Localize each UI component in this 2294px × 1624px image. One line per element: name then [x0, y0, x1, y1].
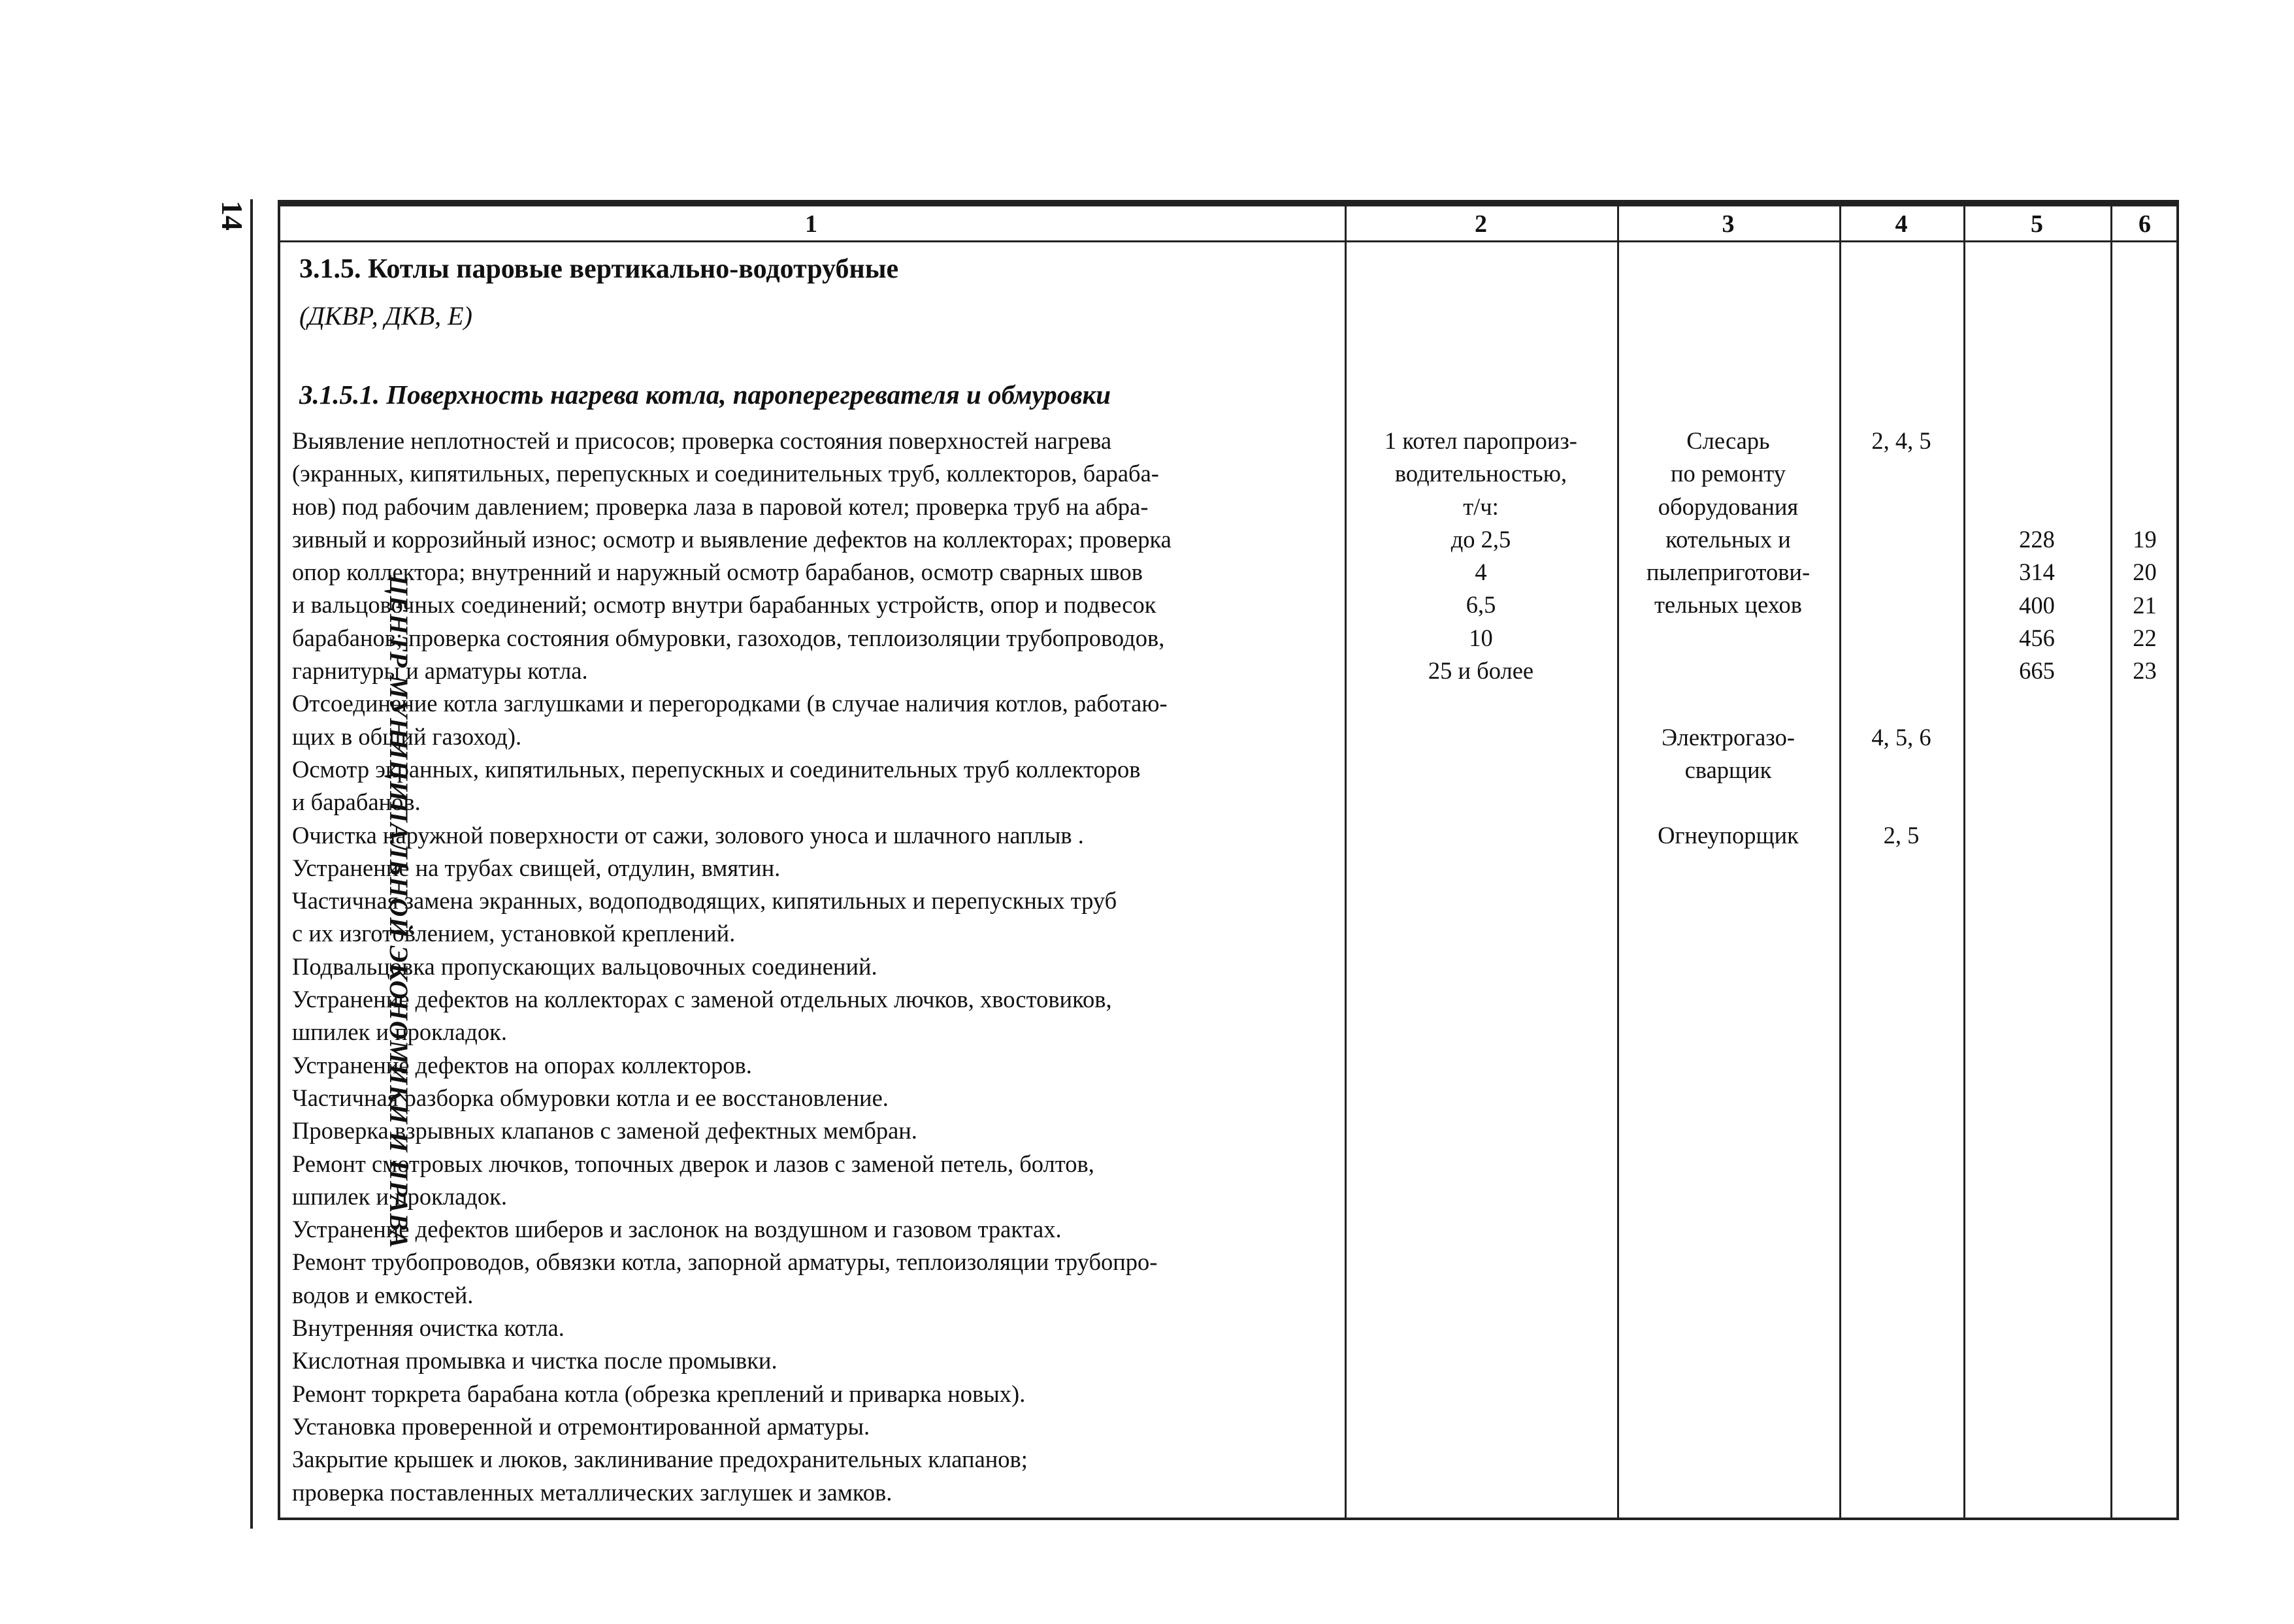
work-line: опор коллектора; внутренний и наружный осмотр барабанов, осмотр сварных швов — [292, 559, 1143, 586]
work-line: Частичная замена экранных, водоподводящих, кипятильных и перепускных труб — [292, 887, 1117, 915]
work-line: с их изготовлением, установкой креплений. — [292, 920, 736, 947]
capacity-line: водительностью, — [1394, 460, 1567, 487]
worker-line: сварщик — [1684, 756, 1772, 784]
worker-line: котельных и — [1665, 525, 1791, 553]
work-line: (экранных, кипятильных, перепускных и соединительных труб, коллекторов, бараба- — [292, 460, 1159, 487]
norm-value: 228 — [2019, 526, 2055, 553]
column-header-2: 2 — [1475, 210, 1487, 238]
grades-locksmith: 2, 4, 5 — [1871, 427, 1931, 454]
work-line: Ремонт трубопроводов, обвязки котла, запорной арматуры, теплоизоляции трубопро- — [292, 1248, 1158, 1276]
work-line: Отсоединение котла заглушками и перегородками (в случае наличия котлов, работаю- — [292, 690, 1168, 717]
worker-line: пылеприготови- — [1646, 559, 1811, 586]
col-divider-1 — [1345, 204, 1347, 1520]
column-header-4: 4 — [1895, 210, 1908, 238]
work-line: Установка проверенной и отремонтированной арматуры. — [292, 1412, 870, 1440]
norm-value: 21 — [2133, 591, 2157, 619]
work-line: Проверка взрывных клапанов с заменой дефектных мембран. — [292, 1117, 917, 1145]
work-line: Выявление неплотностей и присосов; проверка состояния поверхностей нагрева — [292, 427, 1112, 454]
worker-line: Электрогазо- — [1662, 724, 1795, 751]
work-line: гарнитуры и арматуры котла. — [292, 657, 588, 685]
page-number: 14 — [216, 201, 249, 231]
work-line: Осмотр экранных, кипятильных, перепускных и соединительных труб коллекторов — [292, 755, 1141, 783]
work-line: Очистка наружной поверхности от сажи, золового уноса и шлачного наплыв . — [292, 821, 1084, 849]
work-line: Ремонт торкрета барабана котла (обрезка креплений и приварка новых). — [292, 1380, 1026, 1407]
norm-value: 456 — [2019, 624, 2055, 651]
work-line: и вальцовочных соединений; осмотр внутри барабанных устройств, опор и подвесок — [292, 591, 1156, 619]
worker-refractory — [1617, 819, 1839, 852]
worker-line: по ремонту — [1671, 460, 1786, 487]
work-line: барабанов; проверка состояния обмуровки, газоходов, теплоизоляции трубопроводов, — [292, 624, 1165, 651]
norm-value: 314 — [2019, 559, 2055, 586]
grades-refractory: 2, 5 — [1883, 822, 1920, 849]
worker-welder — [1617, 721, 1839, 787]
work-line: Подвальцовка пропускающих вальцовочных соединений. — [292, 952, 877, 980]
work-line: и барабанов. — [292, 788, 421, 816]
work-line: Закрытие крышек и люков, заклинивание предохранительных клапанов; — [292, 1446, 1028, 1473]
worker-line: Огнеупорщик — [1658, 822, 1799, 849]
work-line: проверка поставленных металлических заглушек и замков. — [292, 1478, 893, 1506]
capacity-line: 10 — [1469, 624, 1493, 651]
worker-line: Слесарь — [1686, 427, 1770, 454]
norm-value: 20 — [2133, 559, 2157, 586]
column-header-5: 5 — [2031, 210, 2043, 238]
capacity-line: 1 котел паропроиз- — [1385, 427, 1577, 454]
work-line: шпилек и прокладок. — [292, 1018, 507, 1046]
column-header-3: 3 — [1722, 210, 1735, 238]
work-line: нов) под рабочим давлением; проверка лаза в паровой котел; проверка труб на абра- — [292, 493, 1149, 520]
column-header-6: 6 — [2138, 210, 2151, 238]
work-line: шпилек и прокладок. — [292, 1182, 507, 1210]
work-line: Устранение дефектов шиберов и заслонок на воздушном и газовом трактах. — [292, 1216, 1062, 1243]
work-line: зивный и коррозийный износ; осмотр и выявление дефектов на коллекторах; проверка — [292, 525, 1172, 553]
capacity-line: т/ч: — [1463, 493, 1499, 520]
grades-welder: 4, 5, 6 — [1871, 724, 1931, 751]
col-divider-5 — [2110, 204, 2112, 1520]
work-description — [292, 425, 1331, 1509]
work-line: Внутренняя очистка котла. — [292, 1314, 565, 1342]
column-6-values — [2110, 523, 2179, 687]
worker-locksmith — [1617, 425, 1839, 622]
section-subtitle: (ДКВР, ДКВ, Е) — [299, 301, 472, 331]
worker-line: оборудования — [1658, 493, 1799, 520]
work-line: Кислотная промывка и чистка после промывки. — [292, 1347, 778, 1374]
capacity-line: 6,5 — [1466, 591, 1496, 619]
publisher-running-title: ЦЕНТР МУНИЦИПАЛЬНОЙ ЭКОНОМИКИ И ПРАВА — [384, 575, 414, 1249]
section-title: 3.1.5. Котлы паровые вертикально-водотрубные — [299, 254, 899, 284]
norm-value: 400 — [2019, 591, 2055, 619]
norm-value: 665 — [2019, 657, 2055, 685]
norm-value: 22 — [2133, 624, 2157, 651]
work-line: Устранение дефектов на коллекторах с заменой отдельных лючков, хвостовиков, — [292, 986, 1112, 1013]
work-line: Устранение дефектов на опорах коллекторов. — [292, 1051, 752, 1079]
capacity-line: 25 и более — [1428, 657, 1534, 685]
column-5-values — [1963, 523, 2110, 687]
margin-rule — [250, 199, 253, 1529]
norm-value: 23 — [2133, 657, 2157, 685]
work-line: щих в общий газоход). — [292, 723, 522, 750]
work-line: Ремонт смотровых лючков, топочных дверок и лазов с заменой петель, болтов, — [292, 1150, 1094, 1177]
column-header-1: 1 — [805, 210, 817, 238]
header-divider — [278, 240, 2179, 242]
capacity-line: до 2,5 — [1450, 525, 1511, 553]
col-divider-4 — [1963, 204, 1965, 1520]
work-line: Устранение на трубах свищей, отдулин, вмятин. — [292, 854, 781, 881]
norm-value: 19 — [2133, 526, 2157, 553]
worker-line: тельных цехов — [1654, 591, 1803, 619]
col-divider-3 — [1839, 204, 1841, 1520]
capacity-line: 4 — [1475, 559, 1487, 586]
boiler-capacity-cell — [1345, 425, 1617, 687]
work-line: водов и емкостей. — [292, 1281, 474, 1308]
col-divider-2 — [1617, 204, 1619, 1520]
subsection-title: 3.1.5.1. Поверхность нагрева котла, пароперегревателя и обмуровки — [299, 380, 1111, 410]
work-line: Частичная разборка обмуровки котла и ее восстановление. — [292, 1084, 889, 1111]
